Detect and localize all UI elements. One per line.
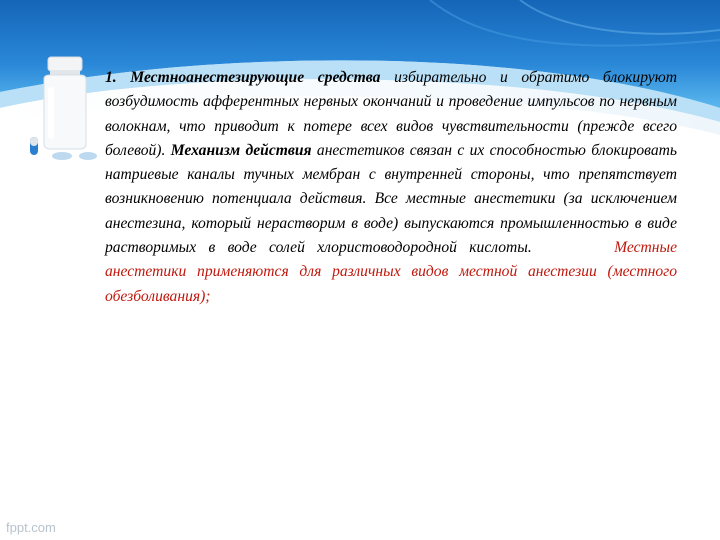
definition-text: избирательно и обратимо блокируют возбудимость афферентных нервных окончаний и проведение импульсов по нервным волокнам, что приводит к потере всех видов чувствительности (прежде всего болевой).	[105, 69, 677, 159]
body-text	[105, 66, 677, 309]
watermark-text: fppt.com	[6, 520, 56, 535]
term-local-anesthetics: 1. Местноанестезирующие средства	[105, 69, 381, 86]
pill-bottle-icon	[30, 55, 100, 165]
application-text: Местные анестетики применяются для различных видов местной анестезии (местного обезболивания);	[105, 239, 677, 305]
term-mechanism: Механизм действия	[170, 141, 312, 159]
mechanism-text: анестетиков связан с их способностью блокировать натриевые каналы тучных мембран с внутренней стороны, что препятствует возникновению потенциала действия. Все местные анестетики (за исключением анестезина, который нерастворим в воде) выпускаются промышленностью в виде растворимых в воде солей хлористоводородной кислоты.	[105, 141, 677, 257]
